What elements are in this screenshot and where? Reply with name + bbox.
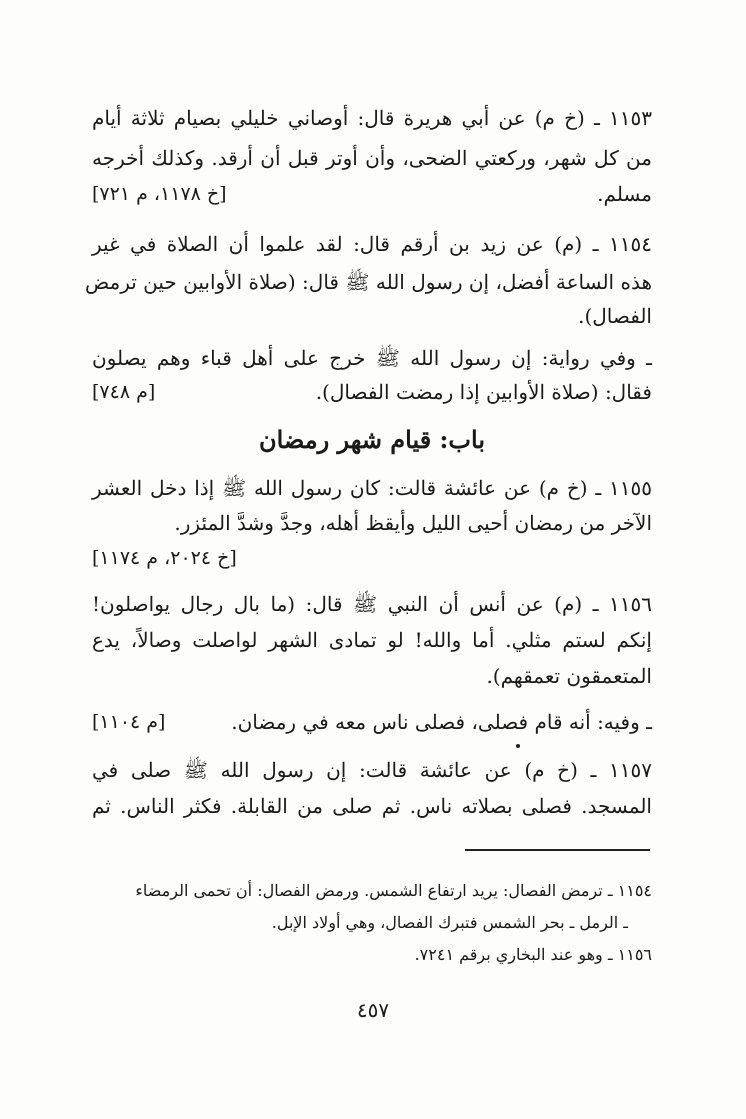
hadith-text-line: إنكم لستم مثلي. أما والله! لو تمادى الشهر لواصلت وصالاً، يدع xyxy=(92,628,652,652)
hadith-variant-line: فقال: (صلاة الأوابين إذا رمضت الفصال). xyxy=(315,380,652,404)
hadith-variant-line: ـ وفي رواية: إن رسول الله ﷺ خرج على أهل قباء وهم يصلون xyxy=(92,346,652,370)
hadith-variant-line: ـ وفيه: أنه قام فصلى، فصلى ناس معه في رمضان. xyxy=(231,710,652,734)
hadith-text-line: ١١٥٦ ـ (م) عن أنس أن النبي ﷺ قال: (ما بال رجال يواصلون! xyxy=(92,592,652,616)
source-reference: [خ ١١٧٨، م ٧٢١] xyxy=(92,183,227,205)
hadith-text-line: هذه الساعة أفضل، إن رسول الله ﷺ قال: (صلاة الأوابين حين ترمض xyxy=(84,270,652,294)
footnote-line: ١١٥٤ ـ ترمض الفصال: يريد ارتفاع الشمس. ورمض الفصال: أن تحمى الرمضاء xyxy=(135,881,652,900)
source-reference: [م ٧٤٨] xyxy=(92,381,156,403)
footnote-line: ـ الرمل ـ بحر الشمس فتبرك الفصال، وهي أولاد الإبل. xyxy=(271,913,628,932)
chapter-heading: باب: قيام شهر رمضان xyxy=(258,425,485,454)
hadith-text-line: ١١٥٤ ـ (م) عن زيد بن أرقم قال: لقد علموا أن الصلاة في غير xyxy=(92,232,652,256)
page-number: ٤٥٧ xyxy=(356,998,390,1022)
source-reference: [خ ٢٠٢٤، م ١١٧٤] xyxy=(92,547,237,569)
hadith-text-line: المتعمقون تعمقهم). xyxy=(486,664,652,688)
hadith-text-line: ١١٥٥ ـ (خ م) عن عائشة قالت: كان رسول الله ﷺ إذا دخل العشر xyxy=(92,476,652,500)
hadith-text-line: من كل شهر، وركعتي الضحى، وأن أوتر قبل أن أرقد. وكذلك أخرجه xyxy=(92,146,652,170)
hadith-text-line: ١١٥٧ ـ (خ م) عن عائشة قالت: إن رسول الله ﷺ صلى في xyxy=(92,758,652,782)
hadith-text-line: الآخر من رمضان أحيى الليل وأيقظ أهله، وجدَّ وشدَّ المئزر. xyxy=(174,511,652,535)
footnote-line: ١١٥٦ ـ وهو عند البخاري برقم ٧٢٤١. xyxy=(414,945,652,964)
source-reference: [م ١١٠٤] xyxy=(92,711,166,733)
hadith-text-line: الفصال). xyxy=(578,304,652,328)
hadith-text-line: مسلم. xyxy=(597,182,652,206)
hadith-text-line: المسجد. فصلى بصلاته ناس. ثم صلى من القابلة. فكثر الناس. ثم xyxy=(92,794,652,818)
footnote-separator xyxy=(465,849,650,851)
ink-dot xyxy=(516,744,520,748)
hadith-text-line: ١١٥٣ ـ (خ م) عن أبي هريرة قال: أوصاني خليلي بصيام ثلاثة أيام xyxy=(92,106,652,130)
